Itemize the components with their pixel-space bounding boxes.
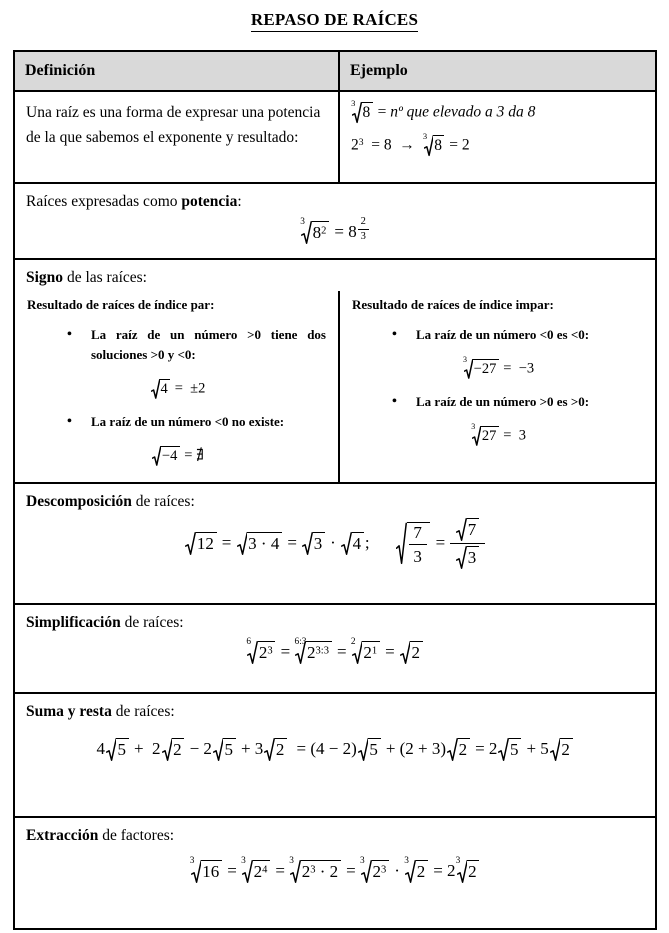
- impar-bullet-2: • La raíz de un número >0 es >0:: [390, 392, 643, 412]
- extraccion-formula: 3 16 = 3 $2^4$ = 3 $2^3 \cdot 2$ = 3 $2^3$ · 3 2 = 2 3 2: [26, 860, 644, 884]
- par-formula-1: 4 = ±2: [27, 379, 328, 400]
- descomposicion-label-rest: de raíces:: [131, 493, 195, 510]
- signo-row: [15, 258, 655, 482]
- par-bullet-list-1: [27, 325, 328, 365]
- descomposicion-label: [26, 493, 644, 511]
- radical-sign: [152, 446, 161, 467]
- radical-sign: [396, 522, 407, 566]
- radical-sign: [213, 738, 224, 762]
- par-bullet-1: • La raíz de un número >0 tiene dos soluciones >0 y <0:: [65, 325, 326, 365]
- descomposicion-formula: 12 = 3 · 4 = 3 · 4 ; $\frac{7}{3}$ = $\frac{7}{3}$: [26, 518, 644, 570]
- extraccion-label-bold: Extracción: [26, 827, 99, 844]
- example-cell: [340, 92, 655, 182]
- simplificacion-formula: 6 $2^3$ = 6:3 $2^{3:3}$ = 2 $2^1$ = 2: [26, 641, 644, 665]
- radical-sign: [237, 532, 248, 556]
- header-cell-definicion: Definición: [15, 52, 340, 90]
- page-title: [0, 10, 669, 32]
- impar-bullet-list-1: [352, 325, 645, 345]
- definition-cell: Una raíz es una forma de expresar una potencia de la que sabemos el exponente y resultado:: [15, 92, 340, 182]
- radical-sign: [456, 518, 467, 542]
- suma-label: [26, 703, 644, 721]
- impar-heading: Resultado de raíces de índice impar:: [352, 297, 554, 312]
- radical-sign: [302, 532, 313, 556]
- suma-label-rest: de raíces:: [111, 703, 175, 720]
- radical-sign: [550, 738, 561, 762]
- simplificacion-label: [26, 614, 644, 632]
- radical-sign: [447, 738, 458, 762]
- potencia-label-post: :: [237, 193, 242, 210]
- simplificacion-row: [15, 603, 655, 692]
- subcol-indice-par: [15, 291, 340, 482]
- par-formula-2: −4 = ∄: [27, 446, 328, 467]
- radical-sign: [498, 738, 509, 762]
- subcol-indice-impar: [340, 291, 655, 482]
- header-cell-ejemplo: Ejemplo: [350, 62, 408, 79]
- example-formula-2: $2^3 = 8$ → 3 8 = 2: [351, 135, 644, 157]
- potencia-row: [15, 182, 655, 258]
- simplificacion-label-bold: Simplificación: [26, 614, 121, 631]
- extraccion-row: [15, 816, 655, 928]
- roots-summary-table: [13, 50, 657, 930]
- radical-sign: [151, 379, 160, 400]
- signo-label-bold: Signo: [26, 269, 64, 286]
- impar-bullet-1: • La raíz de un número <0 es <0:: [390, 325, 643, 345]
- definition-row: [15, 90, 655, 182]
- radical-sign: [185, 532, 196, 556]
- impar-formula-1: 3 −27 = −3: [352, 359, 645, 380]
- potencia-label: [26, 193, 644, 211]
- signo-label: [15, 260, 655, 287]
- impar-formula-2: 3 27 = 3: [352, 426, 645, 447]
- simplificacion-label-rest: de raíces:: [120, 614, 184, 631]
- radical-sign: [341, 532, 352, 556]
- radical-sign: [358, 738, 369, 762]
- par-bullet-2: • La raíz de un número <0 no existe:: [65, 412, 326, 432]
- radical-sign: [400, 641, 411, 665]
- suma-resta-row: [15, 692, 655, 816]
- page-title-text: REPASO DE RAÍCES: [251, 10, 418, 32]
- impar-bullet-list-2: [352, 392, 645, 412]
- extraccion-label-rest: de factores:: [98, 827, 175, 844]
- descomposicion-label-bold: Descomposición: [26, 493, 132, 510]
- suma-formula: 4 5 + 2 2 − 2 5 + 3 2 = (4 − 2) 5 + (2 + 3) 2 = 2 5 + 5 2: [26, 738, 644, 762]
- table-header-row: [15, 52, 655, 90]
- potencia-label-pre: Raíces expresadas como: [26, 193, 182, 210]
- par-heading: Resultado de raíces de índice par:: [27, 297, 215, 312]
- par-bullet-list-2: [27, 412, 328, 432]
- extraccion-label: [26, 827, 644, 845]
- signo-subcolumns: [15, 291, 655, 482]
- signo-label-rest: de las raíces:: [63, 269, 147, 286]
- descomposicion-row: [15, 482, 655, 603]
- radical-sign: [264, 738, 275, 762]
- example-formula-1: 3 8 = nº que elevado a 3 da 8: [351, 102, 644, 124]
- potencia-label-bold: potencia: [181, 193, 238, 210]
- radical-sign: [106, 738, 117, 762]
- potencia-formula: 3 $8^2 = 8$ $^{\frac{2}{3}}$: [26, 216, 644, 245]
- suma-label-bold: Suma y resta: [26, 703, 112, 720]
- radical-sign: [162, 738, 173, 762]
- radical-sign: [456, 546, 467, 570]
